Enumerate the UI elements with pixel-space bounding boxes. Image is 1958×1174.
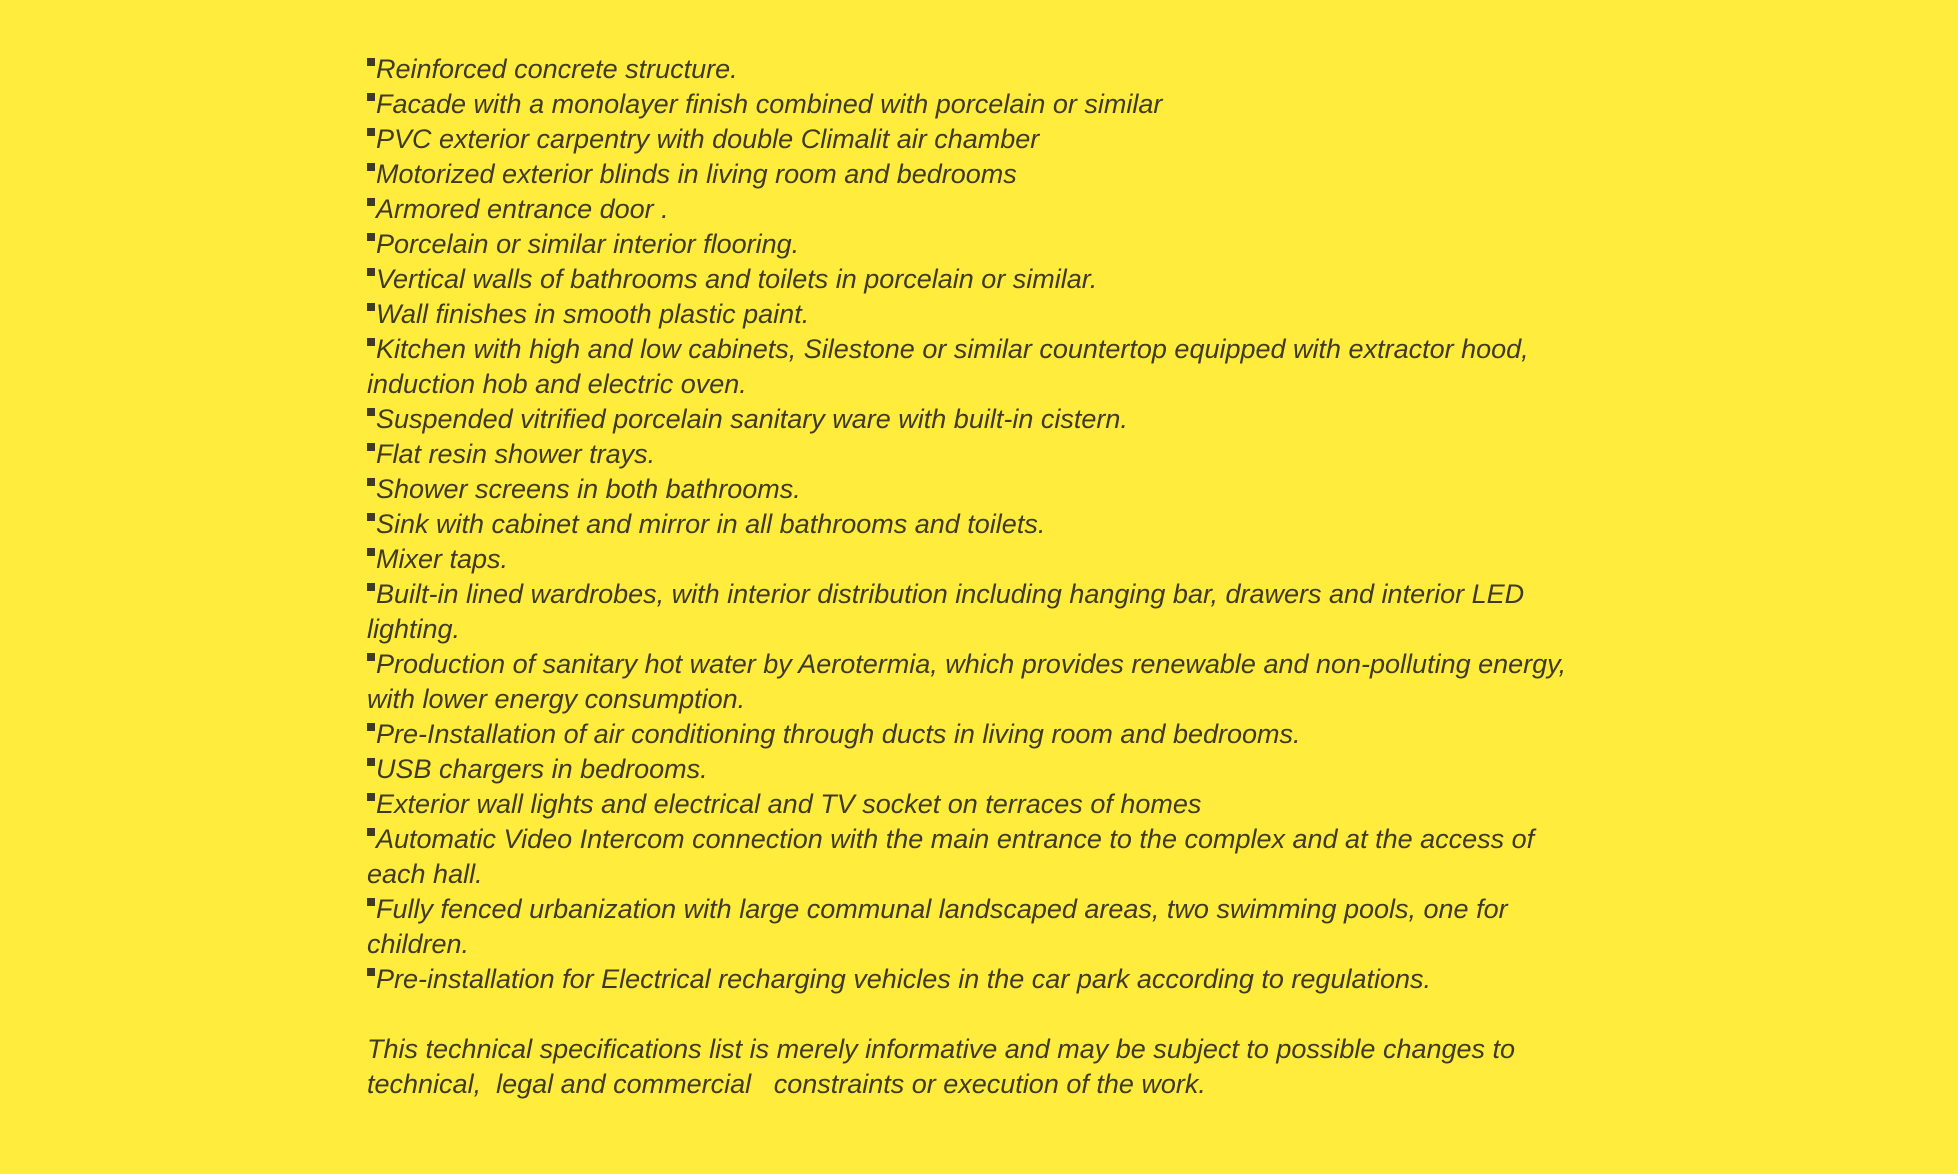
spec-item-exterior-lights: [367, 787, 1597, 822]
spec-item-entrance-door: [367, 192, 1597, 227]
square-bullet-icon: [367, 583, 375, 591]
spec-item-kitchen: [367, 332, 1597, 402]
square-bullet-icon: [367, 443, 375, 451]
spec-item-flooring: [367, 227, 1597, 262]
spec-item-hot-water: [367, 647, 1597, 717]
spec-item-text: Fully fenced urbanization with large communal landscaped areas, two swimming pools, one for children.: [367, 894, 1508, 959]
square-bullet-icon: [367, 303, 375, 311]
spec-item-text: Kitchen with high and low cabinets, Silestone or similar countertop equipped with extractor hood, induction hob and electric oven.: [367, 334, 1529, 399]
spec-item-blinds: [367, 157, 1597, 192]
spec-item-text: Exterior wall lights and electrical and TV socket on terraces of homes: [376, 789, 1202, 819]
spec-item-urbanization: [367, 892, 1597, 962]
spec-item-text: Production of sanitary hot water by Aerotermia, which provides renewable and non-polluting energy, with lower energy consumption.: [367, 649, 1567, 714]
spec-item-wardrobes: [367, 577, 1597, 647]
spec-item-text: Wall finishes in smooth plastic paint.: [376, 299, 810, 329]
square-bullet-icon: [367, 58, 375, 66]
spec-item-text: Motorized exterior blinds in living room and bedrooms: [376, 159, 1017, 189]
spec-item-facade: [367, 87, 1597, 122]
spec-item-text: Sink with cabinet and mirror in all bathrooms and toilets.: [376, 509, 1046, 539]
spec-item-air-conditioning: [367, 717, 1597, 752]
spec-item-text: Suspended vitrified porcelain sanitary ware with built-in cistern.: [376, 404, 1128, 434]
square-bullet-icon: [367, 653, 375, 661]
square-bullet-icon: [367, 548, 375, 556]
spec-item-text: USB chargers in bedrooms.: [376, 754, 708, 784]
specifications-list: [367, 52, 1597, 997]
spec-item-text: Facade with a monolayer finish combined with porcelain or similar: [376, 89, 1163, 119]
disclaimer-text: This technical specifications list is merely informative and may be subject to possible changes to technical, legal and commercial constraints or execution of the work.: [367, 1034, 1523, 1099]
spec-item-sink: [367, 507, 1597, 542]
square-bullet-icon: [367, 478, 375, 486]
square-bullet-icon: [367, 128, 375, 136]
square-bullet-icon: [367, 408, 375, 416]
square-bullet-icon: [367, 828, 375, 836]
spec-item-sanitary-ware: [367, 402, 1597, 437]
spec-item-bathroom-walls: [367, 262, 1597, 297]
specifications-block: [367, 52, 1597, 1102]
spec-item-mixer-taps: [367, 542, 1597, 577]
spec-item-text: Armored entrance door .: [376, 194, 669, 224]
square-bullet-icon: [367, 898, 375, 906]
spec-item-text: Reinforced concrete structure.: [376, 54, 738, 84]
spec-item-text: Flat resin shower trays.: [376, 439, 656, 469]
square-bullet-icon: [367, 723, 375, 731]
spec-item-usb-chargers: [367, 752, 1597, 787]
square-bullet-icon: [367, 198, 375, 206]
square-bullet-icon: [367, 233, 375, 241]
spec-item-ev-charging: [367, 962, 1597, 997]
spec-item-text: Mixer taps.: [376, 544, 509, 574]
spec-item-text: Pre-installation for Electrical recharging vehicles in the car park according to regulations.: [376, 964, 1432, 994]
spec-item-structure: [367, 52, 1597, 87]
spec-item-text: Vertical walls of bathrooms and toilets in porcelain or similar.: [376, 264, 1098, 294]
spec-item-text: Pre-Installation of air conditioning through ducts in living room and bedrooms.: [376, 719, 1301, 749]
spec-item-text: Built-in lined wardrobes, with interior distribution including hanging bar, drawers and interior LED lighting.: [367, 579, 1525, 644]
spec-item-text: Porcelain or similar interior flooring.: [376, 229, 800, 259]
square-bullet-icon: [367, 513, 375, 521]
square-bullet-icon: [367, 338, 375, 346]
square-bullet-icon: [367, 793, 375, 801]
square-bullet-icon: [367, 758, 375, 766]
spec-item-text: Shower screens in both bathrooms.: [376, 474, 801, 504]
square-bullet-icon: [367, 93, 375, 101]
square-bullet-icon: [367, 163, 375, 171]
square-bullet-icon: [367, 268, 375, 276]
spec-item-text: PVC exterior carpentry with double Climalit air chamber: [376, 124, 1040, 154]
spec-item-shower-screens: [367, 472, 1597, 507]
square-bullet-icon: [367, 968, 375, 976]
spec-item-video-intercom: [367, 822, 1597, 892]
spec-item-text: Automatic Video Intercom connection with the main entrance to the complex and at the access of each hall.: [367, 824, 1535, 889]
spec-item-carpentry: [367, 122, 1597, 157]
spec-item-wall-finishes: [367, 297, 1597, 332]
spec-item-shower-trays: [367, 437, 1597, 472]
